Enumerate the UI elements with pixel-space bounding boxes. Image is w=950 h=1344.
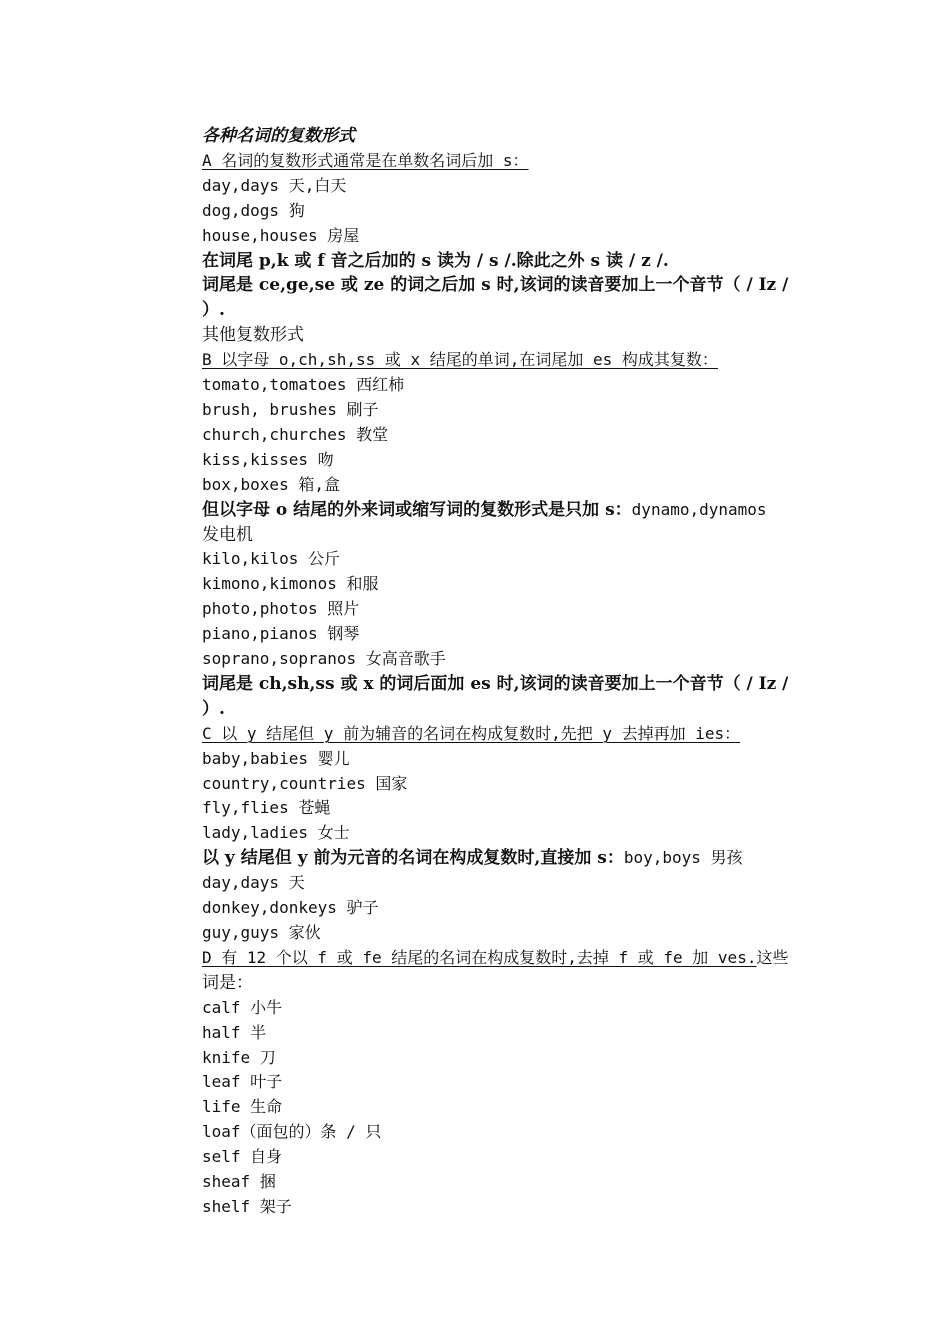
example-line: loaf（面包的）条 / 只 xyxy=(202,1122,382,1142)
example-line: day,days 天,白天 xyxy=(202,175,347,195)
example-line: church,churches 教堂 xyxy=(202,424,389,444)
example-line: tomato,tomatoes 西红柿 xyxy=(202,375,405,395)
rule-note: 词尾是 ch,sh,ss 或 x 的词后面加 es 时,该词的读音要加上一个音节（ / Iz / ）. xyxy=(202,673,789,719)
example-line: kiss,kisses 吻 xyxy=(202,449,334,469)
document-page xyxy=(202,124,812,1220)
example-line: guy,guys 家伙 xyxy=(202,923,321,942)
example-line: kilo,kilos 公斤 xyxy=(202,549,340,569)
rule-note: 但以字母 o 结尾的外来词或缩写词的复数形式是只加 s： xyxy=(202,499,632,520)
example-line: kimono,kimonos 和服 xyxy=(202,574,379,594)
example-line: box,boxes 箱,盒 xyxy=(202,474,340,494)
example-line: leaf 叶子 xyxy=(202,1072,283,1092)
example-line: dog,dogs 狗 xyxy=(202,200,305,220)
section-d-heading-tail: 这些 xyxy=(756,947,789,967)
example-line: shelf 架子 xyxy=(202,1196,292,1216)
rule-note-with-example xyxy=(202,846,812,871)
example-line: brush, brushes 刷子 xyxy=(202,399,379,419)
section-b-heading: B 以字母 o,ch,sh,ss 或 x 结尾的单词,在词尾加 es 构成其复数： xyxy=(202,350,718,370)
section-d-heading-text: D 有 12 个以 f 或 fe 结尾的名词在构成复数时,去掉 f 或 fe 加 ves. xyxy=(202,947,757,967)
example-line: baby,babies 婴儿 xyxy=(202,748,350,768)
example-line: photo,photos 照片 xyxy=(202,599,360,619)
rule-note-with-example xyxy=(202,498,812,523)
example-line: soprano,sopranos 女高音歌手 xyxy=(202,649,446,669)
section-d-heading-cont: 词是： xyxy=(202,972,253,993)
rule-note: 词尾是 ce,ge,se 或 ze 的词之后加 s 时,该词的读音要加上一个音节（ / Iz / ）. xyxy=(202,275,789,321)
page-title: 各种名词的复数形式 xyxy=(202,126,355,146)
section-d-heading xyxy=(202,946,812,971)
example-line: knife 刀 xyxy=(202,1047,276,1067)
example-line: house,houses 房屋 xyxy=(202,225,360,245)
example-line: calf 小牛 xyxy=(202,997,283,1017)
example-line: lady,ladies 女士 xyxy=(202,823,350,843)
section-a-heading: A 名词的复数形式通常是在单数名词后加 s： xyxy=(202,150,529,170)
section-c-heading: C 以 y 结尾但 y 前为辅音的名词在构成复数时,先把 y 去掉再加 ies： xyxy=(202,723,741,743)
example-gloss: 发电机 xyxy=(202,524,253,545)
example-line: sheaf 捆 xyxy=(202,1172,276,1192)
example-line: life 生命 xyxy=(202,1097,283,1117)
example-line: piano,pianos 钢琴 xyxy=(202,624,360,644)
example-inline: boy,boys 男孩 xyxy=(623,848,743,868)
rule-note: 在词尾 p,k 或 f 音之后加的 s 读为 / s /.除此之外 s 读 / z /. xyxy=(202,250,669,271)
example-line: day,days 天 xyxy=(202,873,305,893)
example-line: self 自身 xyxy=(202,1147,283,1167)
example-line: fly,flies 苍蝇 xyxy=(202,798,331,818)
subheading: 其他复数形式 xyxy=(202,325,304,346)
example-line: donkey,donkeys 驴子 xyxy=(202,898,379,918)
rule-note: 以 y 结尾但 y 前为元音的名词在构成复数时,直接加 s： xyxy=(202,848,624,869)
example-line: half 半 xyxy=(202,1022,267,1042)
example-inline: dynamo,dynamos xyxy=(631,499,767,519)
example-line: country,countries 国家 xyxy=(202,773,408,793)
